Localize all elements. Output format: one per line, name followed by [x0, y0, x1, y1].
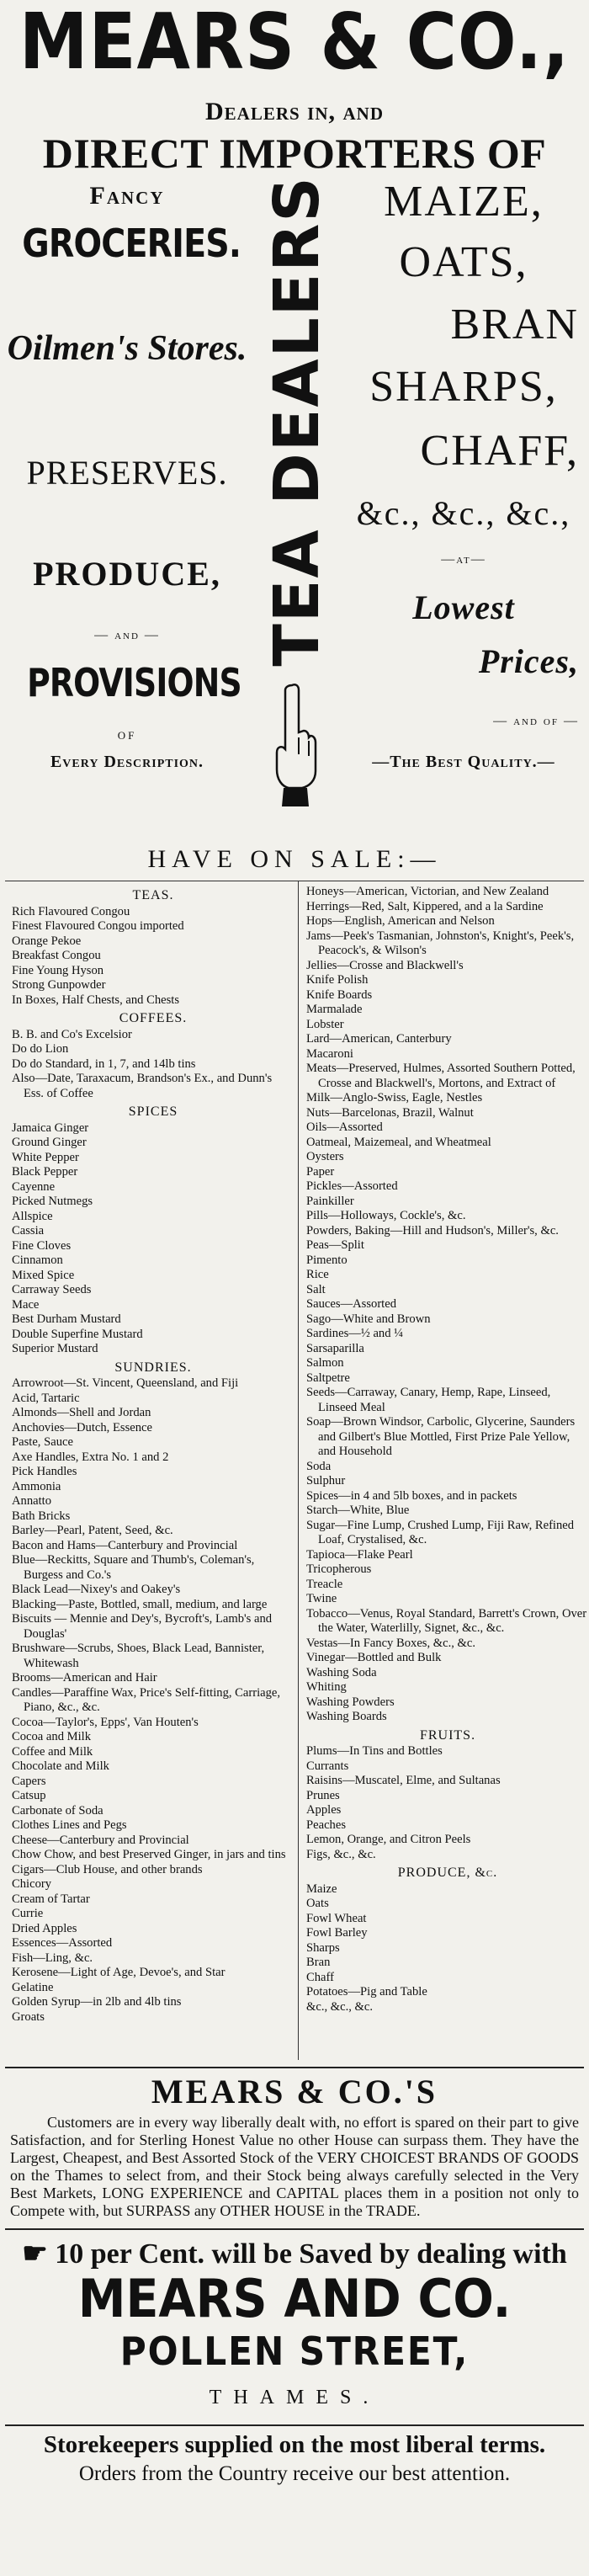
storekeepers-line: Storekeepers supplied on the most liberal terms.: [5, 2424, 584, 2459]
list-item: Double Superfine Mustard: [12, 1327, 143, 1341]
list-item: Whiting: [306, 1680, 347, 1694]
list-item: Sharps: [306, 1940, 340, 1955]
list-item: Pick Handles: [12, 1465, 77, 1478]
customers-paragraph: Customers are in every way liberally dealt with, no effort is spared on their part to give Satisfaction, and for Sterling Honest Value no other House can surpass them. They have the Largest, Cheapest, and Best Assorted Stock of the VERY CHOICEST BRANDS OF GOODS on the Thames to select from, and their Stock being always carefully selected in the Very Best Markets, LONG EXPERIENCE and CAPITAL places them in a position not only to Compete with, but SURPASS any OTHER HOUSE in the TRADE.: [10, 2114, 579, 2219]
thames-label: THAMES.: [209, 2387, 380, 2408]
bran-heading: BRAN: [450, 301, 579, 349]
lowest-heading: Lowest: [412, 588, 515, 626]
list-item: Ground Ginger: [12, 1136, 87, 1149]
list-item: Lard—American, Canterbury: [306, 1032, 452, 1046]
preserves-heading: PRESERVES.: [26, 454, 228, 492]
list-item: Tricopherous: [306, 1562, 372, 1576]
list-item: Washing Powders: [306, 1695, 395, 1709]
list-item: Carraway Seeds: [12, 1283, 92, 1296]
list-item: Chaff: [306, 1970, 334, 1984]
list-item: Gelatine: [12, 1980, 54, 1994]
list-item: Bath Bricks: [12, 1509, 71, 1523]
list-item: Rich Flavoured Congou: [12, 904, 130, 918]
list-item: Almonds—Shell and Jordan: [12, 1406, 151, 1419]
list-item: Bacon and Hams—Canterbury and Provincial: [12, 1538, 238, 1552]
list-item: Lemon, Orange, and Citron Peels: [306, 1833, 471, 1846]
list-item: Lobster: [306, 1017, 344, 1031]
list-section-heading: SUNDRIES.: [114, 1360, 192, 1375]
tea-dealers-text: TEA DEALERS: [261, 175, 333, 667]
list-item: Oats: [306, 1897, 329, 1910]
list-item: Cream of Tartar: [12, 1892, 90, 1906]
list-item: Bran: [306, 1956, 331, 1969]
list-item: Oatmeal, Maizemeal, and Wheatmeal: [306, 1135, 491, 1149]
maize-heading: MAIZE,: [384, 178, 544, 226]
list-item: Meats—Preserved, Hulmes, Assorted Southern Potted, Crosse and Blackwell's, Mortons, and Extract of: [306, 1062, 576, 1090]
list-item: Tobacco—Venus, Royal Standard, Barrett's Crown, Over the Water, Waterlilly, Signet, &c., &c.: [306, 1606, 587, 1635]
and-of-divider: — and of —: [493, 714, 579, 728]
list-item: Fine Cloves: [12, 1238, 72, 1253]
list-item: Chow Chow, and best Preserved Ginger, in jars and tins: [12, 1848, 286, 1861]
list-item: Knife Boards: [306, 987, 373, 1002]
best-quality-label: —The Best Quality.—: [372, 753, 555, 771]
list-item: Kerosene—Light of Age, Devoe's, and Star: [12, 1966, 226, 1979]
list-section-heading: COFFEES.: [119, 1011, 188, 1025]
list-item: Mixed Spice: [12, 1268, 75, 1282]
list-item: In Boxes, Half Chests, and Chests: [12, 993, 180, 1007]
list-item: Barley—Pearl, Patent, Seed, &c.: [12, 1524, 173, 1537]
closing-section: [5, 2067, 584, 2486]
list-item: Honeys—American, Victorian, and New Zealand: [306, 885, 549, 898]
list-item: Starch—White, Blue: [306, 1504, 410, 1517]
list-item: Jellies—Crosse and Blackwell's: [306, 958, 464, 972]
list-item: Currie: [12, 1907, 44, 1920]
list-item: Figs, &c., &c.: [306, 1847, 376, 1861]
list-item: Marmalade: [306, 1003, 363, 1016]
right-goods-list: [306, 885, 589, 2014]
list-item: B. B. and Co's Excelsior: [12, 1027, 132, 1041]
list-item: Picked Nutmegs: [12, 1195, 93, 1208]
list-item: Fowl Barley: [306, 1926, 368, 1940]
oats-heading: OATS,: [399, 238, 528, 286]
list-item: Nuts—Barcelonas, Brazil, Walnut: [306, 1105, 474, 1120]
chaff-heading: CHAFF,: [420, 427, 579, 475]
list-item: Candles—Paraffine Wax, Price's Self-fitting, Carriage, Piano, &c., &c.: [12, 1685, 281, 1714]
list-item: Soap—Brown Windsor, Carbolic, Glycerine, Saunders and Gilbert's Blue Mottled, First Prize Pale Yellow, and Household: [306, 1415, 576, 1458]
list-item: Salt: [306, 1282, 326, 1296]
list-item: Golden Syrup—in 2lb and 4lb tins: [12, 1995, 182, 2009]
list-item: Salmon: [306, 1356, 344, 1370]
goods-lists: [5, 881, 587, 2060]
list-item: Treacle: [306, 1577, 343, 1591]
every-description-label: Every Description.: [50, 753, 204, 771]
list-item: Cigars—Club House, and other brands: [12, 1862, 203, 1876]
orders-line: Orders from the Country receive our best attention.: [78, 2462, 511, 2485]
list-item: Sardines—½ and ¼: [306, 1327, 404, 1340]
list-item: Coffee and Milk: [12, 1744, 93, 1759]
list-section-heading: FRUITS.: [419, 1727, 476, 1743]
etc-line: &c., &c., &c.,: [356, 494, 571, 532]
list-item: Black Pepper: [12, 1165, 78, 1179]
list-item: Essences—Assorted: [12, 1936, 113, 1950]
list-item: Superior Mustard: [12, 1342, 98, 1355]
list-item: Sugar—Fine Lump, Crushed Lump, Fiji Raw, Refined Loaf, Crystalised, &c.: [306, 1518, 575, 1546]
list-item: Breakfast Congou: [12, 949, 101, 962]
list-item: Knife Polish: [306, 973, 369, 987]
list-item: Herrings—Red, Salt, Kippered, and a la Sardine: [306, 899, 544, 913]
list-item: Prunes: [306, 1788, 340, 1802]
list-item: Fine Young Hyson: [12, 963, 104, 977]
list-item: Finest Flavoured Congou imported: [12, 919, 184, 933]
mears-cos-heading: MEARS & CO.'S: [5, 2067, 584, 2110]
list-item: Axe Handles, Extra No. 1 and 2: [12, 1450, 169, 1464]
list-item: Blacking—Paste, Bottled, small, medium, and large: [12, 1597, 268, 1611]
list-item: Raisins—Muscatel, Elme, and Sultanas: [306, 1774, 501, 1787]
list-item: Vestas—In Fancy Boxes, &c., &c.: [306, 1636, 476, 1650]
sharps-heading: SHARPS,: [369, 363, 558, 411]
list-item: Fish—Ling, &c.: [12, 1951, 93, 1965]
list-item: Vinegar—Bottled and Bulk: [306, 1651, 442, 1664]
list-item: Strong Gunpowder: [12, 978, 106, 992]
list-item: Cheese—Canterbury and Provincial: [12, 1833, 189, 1847]
list-item: Chicory: [12, 1877, 52, 1891]
list-item: Allspice: [12, 1209, 53, 1223]
and-divider: — and —: [94, 628, 160, 642]
list-item: Painkiller: [306, 1194, 354, 1208]
left-goods-list: [12, 885, 294, 2025]
list-item: Anchovies—Dutch, Essence: [12, 1420, 152, 1434]
list-item: Paper: [306, 1164, 335, 1179]
list-item: Currants: [306, 1759, 349, 1773]
ten-per-cent-text: 10 per Cent. will be Saved by dealing with: [55, 2238, 567, 2270]
list-item: Cassia: [12, 1224, 45, 1237]
list-item: Annatto: [12, 1494, 52, 1508]
list-item: Soda: [306, 1459, 332, 1473]
list-item: Apples: [306, 1803, 342, 1817]
pollen-street-heading: POLLEN STREET,: [119, 2329, 470, 2374]
list-item: Groats: [12, 2009, 45, 2024]
list-item: &c., &c., &c.: [306, 1999, 374, 2014]
list-item: Sauces—Assorted: [306, 1297, 397, 1311]
direct-importers-heading: DIRECT IMPORTERS OF: [42, 130, 547, 177]
list-item: Oysters: [306, 1150, 344, 1163]
list-item: Pills—Holloways, Cockle's, &c.: [306, 1209, 466, 1222]
list-item: Washing Boards: [306, 1710, 387, 1723]
list-item: Arrowroot—St. Vincent, Queensland, and Fiji: [12, 1376, 239, 1390]
list-item: Pimento: [306, 1253, 348, 1267]
list-item: Fowl Wheat: [306, 1911, 367, 1925]
list-item: Mace: [12, 1297, 40, 1312]
list-item: Pickles—Assorted: [306, 1179, 398, 1193]
list-item: Acid, Tartaric: [12, 1391, 80, 1405]
list-item: Sago—White and Brown: [306, 1312, 431, 1326]
mears-and-co-heading: MEARS AND CO.: [77, 2268, 512, 2329]
list-item: Cinnamon: [12, 1253, 63, 1267]
list-item: Orange Pekoe: [12, 934, 82, 948]
list-item: Hops—English, American and Nelson: [306, 914, 495, 928]
list-item: Blue—Reckitts, Square and Thumb's, Coleman's, Burgess and Co.'s: [12, 1553, 255, 1582]
list-item: Biscuits — Mennie and Dey's, Bycroft's, Lamb's and Douglas': [12, 1612, 273, 1641]
list-item: Chocolate and Milk: [12, 1759, 109, 1773]
list-section-heading: SPICES: [128, 1104, 178, 1119]
list-item: Tapioca—Flake Pearl: [306, 1547, 413, 1562]
list-item: Potatoes—Pig and Table: [306, 1985, 427, 1999]
list-item: Catsup: [12, 1789, 46, 1802]
list-item: Brooms—American and Hair: [12, 1671, 157, 1685]
have-on-sale-heading: HAVE ON SALE:—: [147, 845, 442, 873]
list-item: Cocoa—Taylor's, Epps', Van Houten's: [12, 1715, 199, 1729]
list-item: Maize: [306, 1881, 337, 1896]
list-item: Spices—in 4 and 5lb boxes, and in packets: [306, 1488, 517, 1503]
list-section-heading: TEAS.: [132, 888, 174, 902]
list-item: Best Durham Mustard: [12, 1312, 121, 1326]
list-item: Ammonia: [12, 1479, 61, 1493]
list-item: Peaches: [306, 1818, 347, 1832]
list-item: Milk—Anglo-Swiss, Eagle, Nestles: [306, 1091, 483, 1104]
list-item: Do do Standard, in 1, 7, and 14lb tins: [12, 1056, 196, 1071]
oilmens-stores-heading: Oilmen's Stores.: [7, 329, 247, 368]
list-item: Rice: [306, 1268, 329, 1281]
center-column: [249, 177, 337, 833]
pointing-hand-small-icon: ☛: [22, 2238, 56, 2270]
list-item: Sarsaparilla: [306, 1341, 364, 1355]
at-divider: —at—: [441, 552, 486, 567]
list-item: Jamaica Ginger: [12, 1120, 89, 1135]
list-item: Also—Date, Taraxacum, Brandson's Ex., and Dunn's Ess. of Coffee: [12, 1072, 273, 1100]
company-title: MEARS & CO.,: [19, 0, 570, 88]
list-item: Peas—Split: [306, 1238, 364, 1252]
list-item: Carbonate of Soda: [12, 1803, 103, 1818]
list-item: Twine: [306, 1592, 337, 1605]
list-item: Macaroni: [306, 1046, 353, 1061]
column-divider: [298, 881, 299, 2060]
list-item: Cayenne: [12, 1179, 56, 1194]
list-item: Do do Lion: [12, 1042, 69, 1056]
tea-dealers-vertical: [259, 175, 335, 667]
list-item: Plums—In Tins and Bottles: [306, 1744, 443, 1758]
list-item: Oils—Assorted: [306, 1120, 383, 1134]
pointing-hand-icon: [270, 682, 321, 808]
provisions-heading: PROVISIONS: [27, 660, 241, 705]
list-item: Clothes Lines and Pegs: [12, 1818, 127, 1832]
list-item: Sulphur: [306, 1474, 346, 1488]
list-item: Black Lead—Nixey's and Oakey's: [12, 1583, 181, 1596]
groceries-heading: GROCERIES.: [22, 221, 241, 266]
dealers-line: Dealers in, and: [204, 98, 385, 125]
of-label: OF: [117, 729, 137, 742]
list-item: Brushware—Scrubs, Shoes, Black Lead, Bannister, Whitewash: [12, 1642, 265, 1670]
produce-heading: PRODUCE,: [33, 555, 221, 593]
list-item: Cocoa and Milk: [12, 1730, 92, 1743]
list-item: Powders, Baking—Hill and Hudson's, Miller's, &c.: [306, 1223, 559, 1237]
list-item: Capers: [12, 1774, 46, 1788]
list-item: Dried Apples: [12, 1921, 77, 1935]
fancy-label: Fancy: [89, 182, 165, 210]
list-item: Washing Soda: [306, 1665, 377, 1679]
list-item: Jams—Peek's Tasmanian, Johnston's, Knight's, Peek's, Peacock's, & Wilson's: [306, 929, 575, 957]
list-item: Paste, Sauce: [12, 1435, 73, 1449]
list-item: Saltpetre: [306, 1370, 350, 1385]
list-section-heading: PRODUCE, &c.: [397, 1865, 498, 1880]
list-item: White Pepper: [12, 1150, 79, 1164]
prices-heading: Prices,: [478, 642, 579, 680]
list-item: Seeds—Carraway, Canary, Hemp, Rape, Linseed, Linseed Meal: [306, 1386, 551, 1414]
ten-per-cent-line: [5, 2228, 584, 2270]
product-banner: [5, 177, 584, 833]
